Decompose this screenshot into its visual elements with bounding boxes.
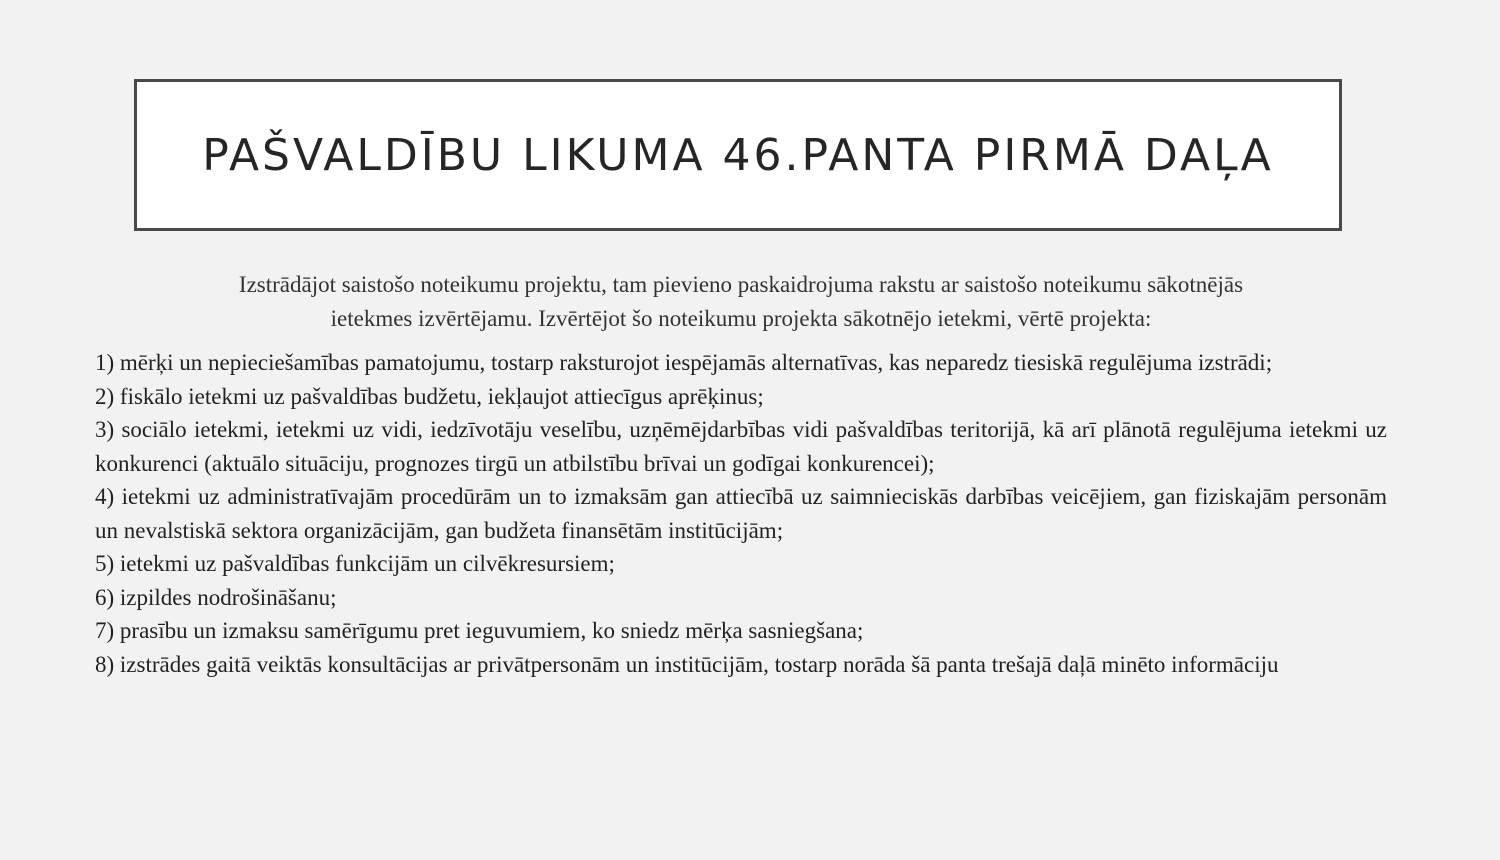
intro-paragraph [100, 268, 1382, 336]
title-box [134, 79, 1342, 231]
list-item-6: 6) izpildes nodrošināšanu; [95, 584, 337, 610]
list-item-2: 2) fiskālo ietekmi uz pašvaldības budžetu, iekļaujot attiecīgus aprēķinus; [95, 383, 764, 409]
intro-line-1: Izstrādājot saistošo noteikumu projektu, tam pievieno paskaidrojuma rakstu ar saistošo noteikumu sākotnējās [238, 272, 1244, 297]
list-item-5: 5) ietekmi uz pašvaldības funkcijām un cilvēkresursiem; [95, 551, 615, 576]
list-item-3: 3) sociālo ietekmi, ietekmi uz vidi, iedzīvotāju veselību, uzņēmējdarbības vidi pašvaldības teritorijā, kā arī plānotā regulējuma ietekmi uz konkurenci (aktuālo situāciju, prognozes tirgū un atbilstību brīvai un godīgai konkurencei); [95, 417, 1387, 476]
criteria-list [95, 346, 1387, 681]
list-item-7: 7) prasību un izmaksu samērīgumu pret ieguvumiem, ko sniedz mērķa sasniegšana; [95, 618, 864, 643]
list-item-1: 1) mērķi un nepieciešamības pamatojumu, tostarp raksturojot iespējamās alternatīvas, kas neparedz tiesiskā regulējuma izstrādi; [95, 350, 1273, 375]
list-item-8: 8) izstrādes gaitā veiktās konsultācijas ar privātpersonām un institūcijām, tostarp norāda šā panta trešajā daļā minēto informāciju [95, 651, 1279, 677]
intro-line-2: ietekmes izvērtējamu. Izvērtējot šo noteikumu projekta sākotnējo ietekmi, vērtē projekta: [330, 306, 1152, 331]
slide-title: PAŠVALDĪBU LIKUMA 46.PANTA PIRMĀ DAĻA [202, 129, 1274, 181]
list-item-4: 4) ietekmi uz administratīvajām procedūrām un to izmaksām gan attiecībā uz saimnieciskās darbības veicējiem, gan fiziskajām personām un nevalstiskā sektora organizācijām, gan budžeta finansētām institūcijām; [95, 484, 1387, 543]
